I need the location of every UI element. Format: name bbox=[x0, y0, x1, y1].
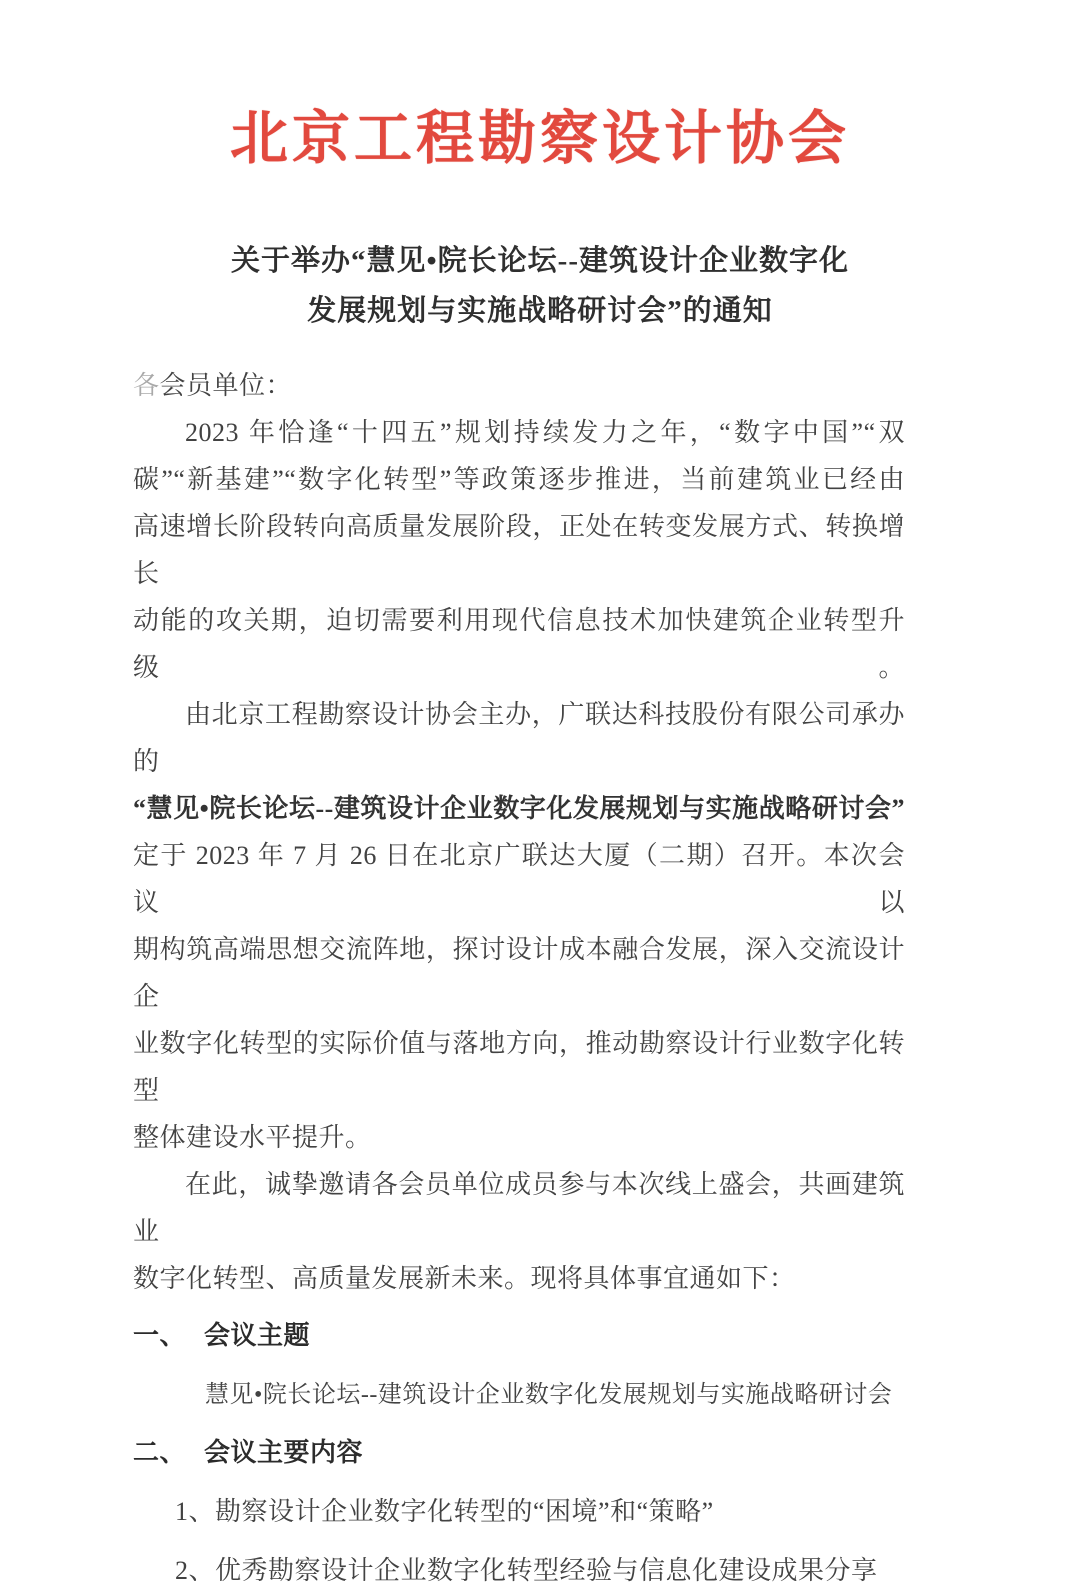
para2-line1: 由北京工程勘察设计协会主办，广联达科技股份有限公司承办的 bbox=[133, 700, 905, 776]
salutation bbox=[133, 362, 905, 409]
section1-content: 慧见•院长论坛--建筑设计企业数字化发展规划与实施战略研讨会 bbox=[205, 1382, 893, 1408]
para3-line1: 在此，诚挚邀请各会员单位成员参与本次线上盛会，共画建筑业 bbox=[133, 1170, 905, 1246]
letterhead-title: 北京工程勘察设计协会 bbox=[229, 106, 850, 171]
para1-line4: 动能的攻关期，迫切需要利用现代信息技术加快建筑企业转型升级。 bbox=[133, 606, 905, 682]
section2-heading: 会议主要内容 bbox=[204, 1438, 364, 1467]
section1-number: 一、 bbox=[133, 1321, 187, 1350]
para3-line2: 数字化转型、高质量发展新未来。现将具体事宜通如下： bbox=[133, 1264, 796, 1293]
para1-line3: 高速增长阶段转向高质量发展阶段，正处在转变发展方式、转换增长 bbox=[133, 512, 905, 588]
salutation-faded-char: 各 bbox=[133, 371, 160, 400]
notice-title-line2: 发展规划与实施战略研讨会”的通知 bbox=[307, 295, 773, 327]
notice-title bbox=[0, 236, 1080, 336]
section1-heading: 会议主题 bbox=[204, 1321, 311, 1350]
para1-line2: 碳”“新基建”“数字化转型”等政策逐步推进，当前建筑业已经由 bbox=[133, 465, 905, 494]
para2-line2-conference-name: “慧见•院长论坛--建筑设计企业数字化发展规划与实施战略研讨会” bbox=[133, 794, 905, 823]
notice-body bbox=[133, 362, 905, 1594]
salutation-text: 会员单位： bbox=[159, 371, 293, 400]
section2-item2: 2、优秀勘察设计企业数字化转型经验与信息化建设成果分享 bbox=[175, 1556, 878, 1585]
para2-line3: 定于 2023 年 7 月 26 日在北京广联达大厦（二期）召开。本次会议以 bbox=[133, 841, 905, 917]
para2-line5: 业数字化转型的实际价值与落地方向，推动勘察设计行业数字化转型 bbox=[133, 1029, 905, 1105]
section2-number: 二、 bbox=[133, 1438, 187, 1467]
para2-line4: 期构筑高端思想交流阵地，探讨设计成本融合发展，深入交流设计企 bbox=[133, 935, 905, 1011]
section2-item1: 1、勘察设计企业数字化转型的“困境”和“策略” bbox=[175, 1497, 714, 1526]
section2-heading-row bbox=[133, 1429, 905, 1476]
para2-line6: 整体建设水平提升。 bbox=[133, 1123, 372, 1152]
section1-heading-row bbox=[133, 1312, 905, 1359]
para1-line1: 2023 年恰逢“十四五”规划持续发力之年，“数字中国”“双 bbox=[185, 418, 905, 447]
notice-title-line1: 关于举办“慧见•院长论坛--建筑设计企业数字化 bbox=[231, 245, 849, 277]
